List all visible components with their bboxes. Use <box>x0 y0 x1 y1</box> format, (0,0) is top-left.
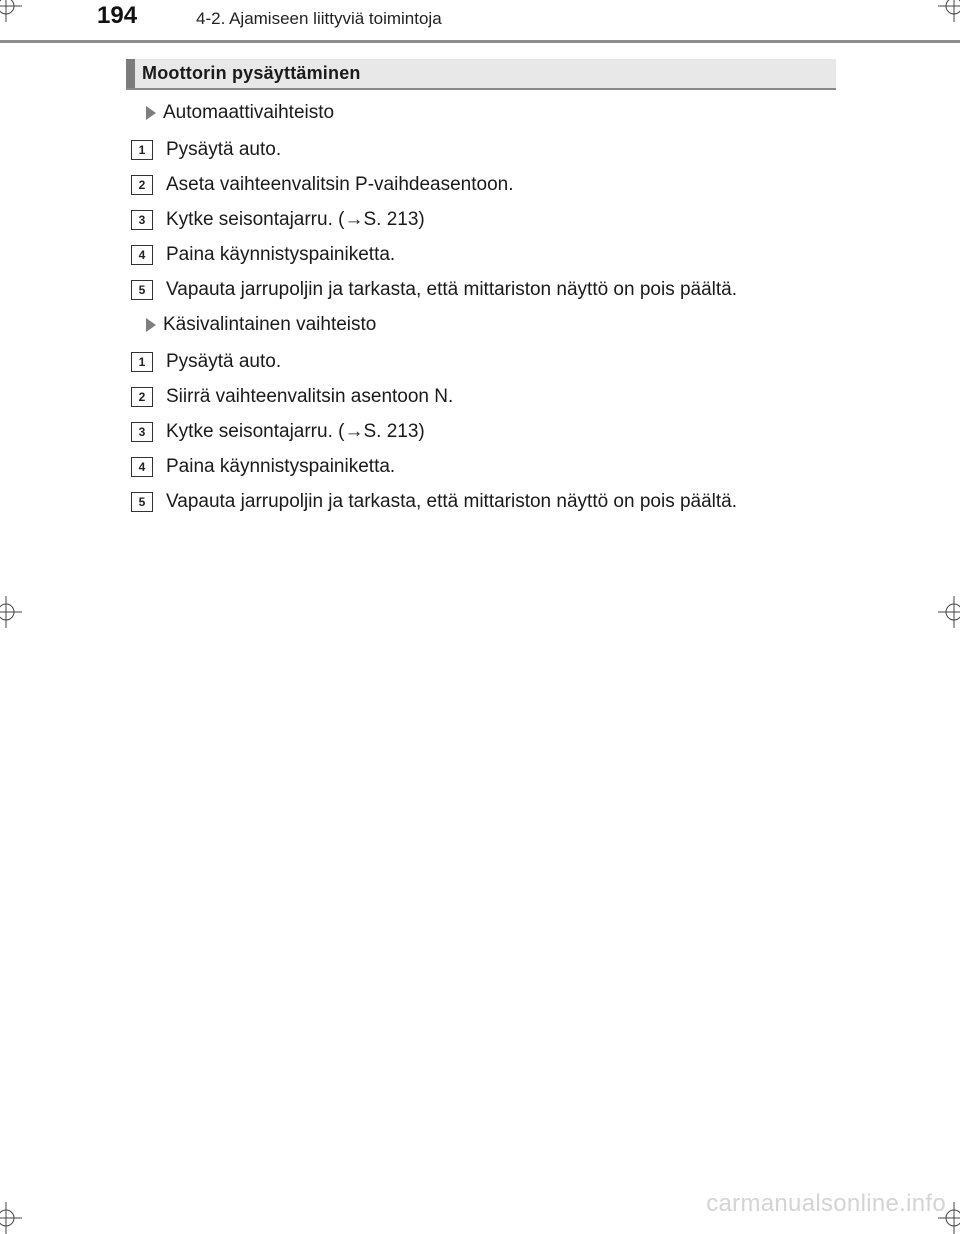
registration-mark-icon <box>0 1202 22 1234</box>
step-item <box>131 421 425 443</box>
header-rule <box>0 40 960 43</box>
subheading-manual <box>146 313 376 337</box>
step-text: Kytke seisontajarru. (→S. 213) <box>166 209 425 230</box>
section-header <box>126 59 836 90</box>
watermark-site: carmanualsonline.info <box>706 1190 946 1217</box>
step-text: Paina käynnistyspainiketta. <box>166 244 396 265</box>
subheading-label: Automaattivaihteisto <box>163 102 335 123</box>
step-item <box>131 174 514 196</box>
chapter-title: 4-2. Ajamiseen liittyviä toimintoja <box>196 9 442 28</box>
step-number-badge: 4 <box>131 245 153 265</box>
step-text: Kytke seisontajarru. (→S. 213) <box>166 421 425 442</box>
registration-mark-icon <box>938 596 960 628</box>
registration-mark-icon <box>938 0 960 22</box>
step-number-badge: 2 <box>131 387 153 407</box>
step-item <box>131 351 281 373</box>
triangle-bullet-icon <box>146 106 156 120</box>
subheading-automatic <box>146 101 334 125</box>
step-text: Pysäytä auto. <box>166 139 282 160</box>
step-number-badge: 2 <box>131 175 153 195</box>
step-item <box>131 386 453 408</box>
step-number-badge: 1 <box>131 352 153 372</box>
step-item <box>131 491 737 513</box>
section-header-bar <box>126 59 135 88</box>
step-text: Paina käynnistyspainiketta. <box>166 456 396 477</box>
step-text: Pysäytä auto. <box>166 351 282 372</box>
step-number-badge: 1 <box>131 140 153 160</box>
triangle-bullet-icon <box>146 318 156 332</box>
step-number-badge: 5 <box>131 280 153 300</box>
step-text: Siirrä vaihteenvalitsin asentoon N. <box>166 386 454 407</box>
step-text: Vapauta jarrupoljin ja tarkasta, että mittariston näyttö on pois päältä. <box>166 491 738 512</box>
step-text: Vapauta jarrupoljin ja tarkasta, että mittariston näyttö on pois päältä. <box>166 279 738 300</box>
step-number-badge: 5 <box>131 492 153 512</box>
step-text: Aseta vaihteenvalitsin P-vaihdeasentoon. <box>166 174 514 195</box>
step-item <box>131 244 395 266</box>
section-title: Moottorin pysäyttäminen <box>142 63 361 83</box>
step-item <box>131 456 395 478</box>
step-item <box>131 279 737 301</box>
step-number-badge: 3 <box>131 210 153 230</box>
step-item <box>131 209 425 231</box>
registration-mark-icon <box>0 596 22 628</box>
subheading-label: Käsivalintainen vaihteisto <box>163 314 377 335</box>
step-item <box>131 139 281 161</box>
step-number-badge: 4 <box>131 457 153 477</box>
registration-mark-icon <box>0 0 22 22</box>
step-number-badge: 3 <box>131 422 153 442</box>
page-number: 194 <box>97 2 138 29</box>
